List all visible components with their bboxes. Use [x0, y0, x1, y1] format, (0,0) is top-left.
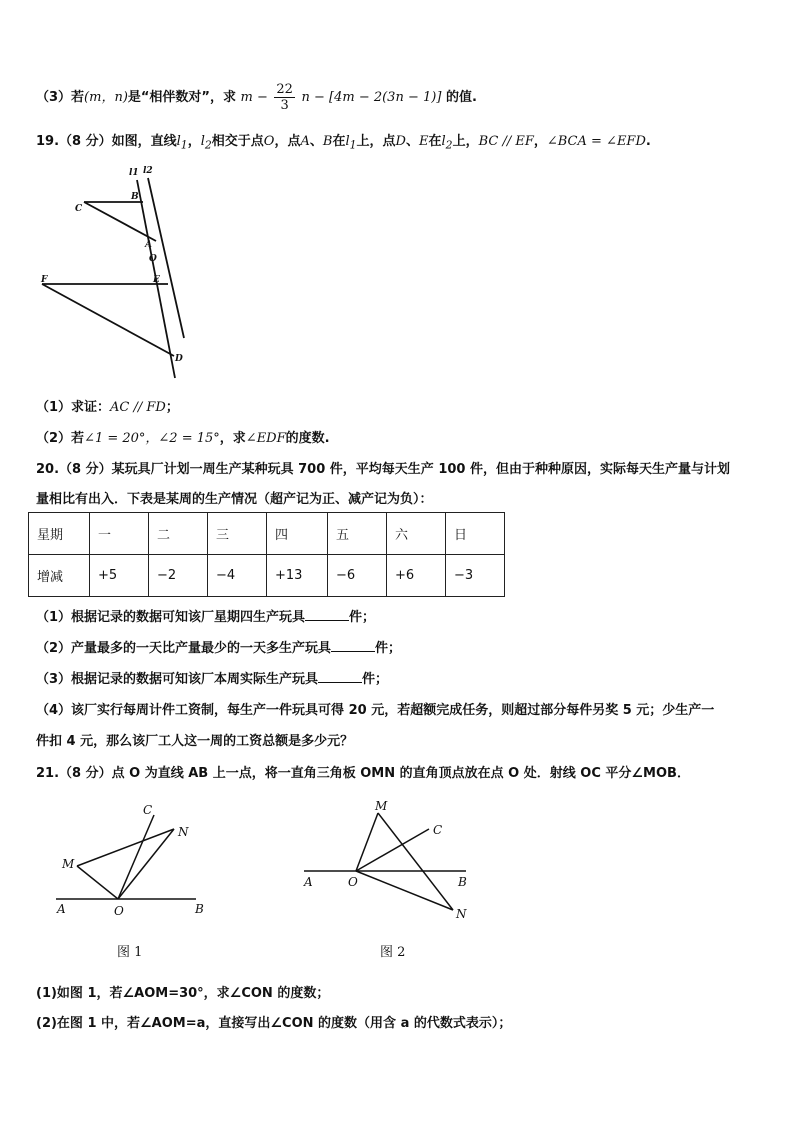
q20-part4-text1: （4）该厂实行每周计件工资制，每生产一件玩具可得 20 元，若超额完成任务，则超过部分每件另奖 5 元；少生产一 — [36, 703, 715, 718]
fig1-label-n: N — [178, 825, 189, 839]
q19-label-e: E — [153, 275, 160, 285]
q21-number: 21.（8 分） — [36, 766, 112, 781]
fig1-ray-om — [77, 866, 118, 899]
q19-label-o: O — [149, 254, 157, 264]
fig1-caption: 图 1 — [117, 945, 143, 960]
q20-part1 — [36, 606, 375, 625]
q20-part4-text2: 件扣 4 元，那么该厂工人这一周的工资总额是多少元？ — [36, 734, 354, 749]
fig2-caption: 图 2 — [380, 945, 406, 960]
fig2-label-m: M — [375, 799, 388, 813]
fig2-label-a: A — [304, 875, 313, 889]
fig2-label-o: O — [348, 875, 358, 889]
q19-stem-d: 在 — [332, 134, 346, 149]
q21-figure-1 — [50, 796, 220, 922]
q19-part2 — [36, 427, 330, 446]
q20-line2: 量相比有出入．下表是某周的生产情况（超产记为正、减产记为负）： — [36, 492, 433, 507]
q18-frac-num: 22 — [276, 82, 293, 97]
q19-stem-a: 如图，直线 — [111, 134, 177, 149]
fig1-label-a: A — [57, 902, 66, 916]
q20-stem-line1 — [36, 458, 730, 477]
q19-sep1: ， — [187, 134, 201, 149]
q19-end: . — [645, 134, 651, 149]
q19-part1-math: AC // FD — [110, 400, 166, 415]
table-row — [29, 555, 505, 597]
q19-sep4: ， — [533, 134, 547, 149]
fig1-label-b: B — [195, 902, 204, 916]
fig1-label-c: C — [143, 803, 153, 817]
q19-sep3: 、 — [405, 134, 419, 149]
table-cell: 星期 — [29, 513, 90, 555]
answer-blank[interactable] — [305, 609, 349, 621]
q19-parallel: BC // EF — [478, 134, 534, 149]
q19-l1b-sub: 1 — [349, 138, 357, 152]
table-cell: 六 — [387, 513, 446, 555]
q19-part2-angle: ∠EDF — [245, 431, 286, 446]
q18-part3-line — [36, 78, 477, 118]
q19-point-o: O — [263, 134, 275, 149]
q19-l2b-sub: 2 — [445, 138, 453, 152]
fig1-ray-oc — [118, 815, 154, 899]
q19-l1-sub: 1 — [180, 138, 188, 152]
q18-expr-a: m − — [240, 90, 268, 105]
q18-part3-mid: 是“相伴数对”，求 — [127, 90, 236, 105]
q21-part2-text: (2)在图 1 中，若∠AOM=a，直接写出∠CON 的度数（用含 a 的代数式表示）； — [36, 1016, 512, 1031]
q19-point-a: A — [300, 134, 310, 149]
table-cell: 一 — [90, 513, 149, 555]
q19-label-b: B — [131, 192, 139, 202]
table-cell: 日 — [446, 513, 505, 555]
q19-stem-c: ，点 — [274, 134, 301, 149]
q20-stem-line2 — [36, 488, 433, 507]
q20-part3-text: （3）根据记录的数据可知该厂本周实际生产玩具 — [36, 672, 319, 687]
q20-part4-line2 — [36, 730, 353, 749]
q19-label-d: D — [175, 354, 183, 364]
fig2-ray-om — [356, 813, 378, 871]
q18-part3-prefix: （3）若 — [36, 90, 85, 105]
table-cell: 三 — [208, 513, 267, 555]
q20-part3-unit: 件； — [362, 672, 389, 687]
q21-stem — [36, 762, 690, 781]
fig2-label-n: N — [456, 907, 467, 921]
answer-blank[interactable] — [331, 640, 375, 652]
q19-stem — [36, 130, 651, 152]
q19-l2b: l — [441, 134, 446, 149]
table-cell: −3 — [446, 555, 505, 597]
q20-production-table — [28, 512, 505, 597]
q19-l1: l — [176, 134, 181, 149]
q19-number: 19.（8 分） — [36, 134, 112, 149]
fig1-label-m: M — [62, 857, 75, 871]
q19-part2-math: ∠1 = 20°，∠2 = 15° — [84, 431, 220, 446]
q19-part1 — [36, 396, 179, 415]
q21-stem-text: 点 O 为直线 AB 上一点，将一直角三角板 OMN 的直角顶点放在点 O 处．射线 OC 平分∠MOB． — [111, 766, 690, 781]
table-cell: 四 — [267, 513, 328, 555]
q19-stem-f: 在 — [428, 134, 442, 149]
q21-part1 — [36, 982, 329, 1001]
table-cell: −4 — [208, 555, 267, 597]
q20-part2 — [36, 637, 401, 656]
q19-label-a: A — [145, 240, 152, 250]
q18-part3-suffix: 的值. — [445, 90, 477, 105]
table-cell: 增减 — [29, 555, 90, 597]
fig2-label-b: B — [458, 875, 467, 889]
q20-line1: 某玩具厂计划一周生产某种玩具 700 件，平均每天生产 100 件，但由于种种原因，实际每天生产量与计划 — [111, 462, 730, 477]
q19-part1-suffix: ； — [165, 400, 179, 415]
q20-part2-unit: 件； — [375, 641, 402, 656]
q20-part3 — [36, 668, 388, 687]
table-row — [29, 513, 505, 555]
table-cell: −2 — [149, 555, 208, 597]
q19-point-e: E — [418, 134, 429, 149]
q18-expr-b: n − [4m − 2(3n − 1)] — [301, 90, 442, 105]
table-cell: −6 — [328, 555, 387, 597]
q21-part1-text: (1)如图 1，若∠AOM=30°，求∠CON 的度数； — [36, 986, 330, 1001]
q19-point-d: D — [395, 134, 406, 149]
q19-part2-suffix: 的度数. — [285, 431, 330, 446]
q20-part2-text: （2）产量最多的一天比产量最少的一天多生产玩具 — [36, 641, 332, 656]
q19-part1-prefix: （1）求证： — [36, 400, 111, 415]
q19-sep2: 、 — [309, 134, 323, 149]
table-cell: 二 — [149, 513, 208, 555]
q21-part2 — [36, 1012, 511, 1031]
table-cell: +6 — [387, 555, 446, 597]
q20-part4-line1 — [36, 699, 714, 718]
q19-label-c: C — [75, 204, 83, 214]
q19-part2-mid: ，求 — [219, 431, 246, 446]
q19-l2-sub: 2 — [204, 138, 212, 152]
q19-l1b: l — [345, 134, 350, 149]
q21-figure-2 — [298, 796, 478, 922]
table-cell: +13 — [267, 555, 328, 597]
q19-angles: ∠BCA = ∠EFD — [546, 134, 646, 149]
q19-l2: l — [200, 134, 205, 149]
q19-part2-prefix: （2）若 — [36, 431, 85, 446]
q19-stem-b: 相交于点 — [211, 134, 264, 149]
answer-blank[interactable] — [318, 671, 362, 683]
q19-label-l1: l1 — [129, 168, 139, 178]
q18-mn-pair: (m，n) — [84, 90, 128, 105]
table-cell: +5 — [90, 555, 149, 597]
q20-number: 20.（8 分） — [36, 462, 112, 477]
fig2-label-c: C — [433, 823, 443, 837]
q19-segment-fd — [42, 284, 174, 356]
q20-part1-unit: 件； — [349, 610, 376, 625]
q19-stem-e: 上，点 — [356, 134, 396, 149]
fig1-label-o: O — [114, 904, 124, 918]
q19-label-f: F — [41, 275, 48, 285]
q19-point-b: B — [322, 134, 333, 149]
q18-frac-den: 3 — [280, 98, 289, 113]
q19-stem-g: 上， — [452, 134, 479, 149]
q18-fraction — [274, 82, 295, 113]
q20-part1-text: （1）根据记录的数据可知该厂星期四生产玩具 — [36, 610, 306, 625]
q19-figure — [30, 160, 210, 385]
q19-label-l2: l2 — [143, 166, 153, 176]
table-cell: 五 — [328, 513, 387, 555]
